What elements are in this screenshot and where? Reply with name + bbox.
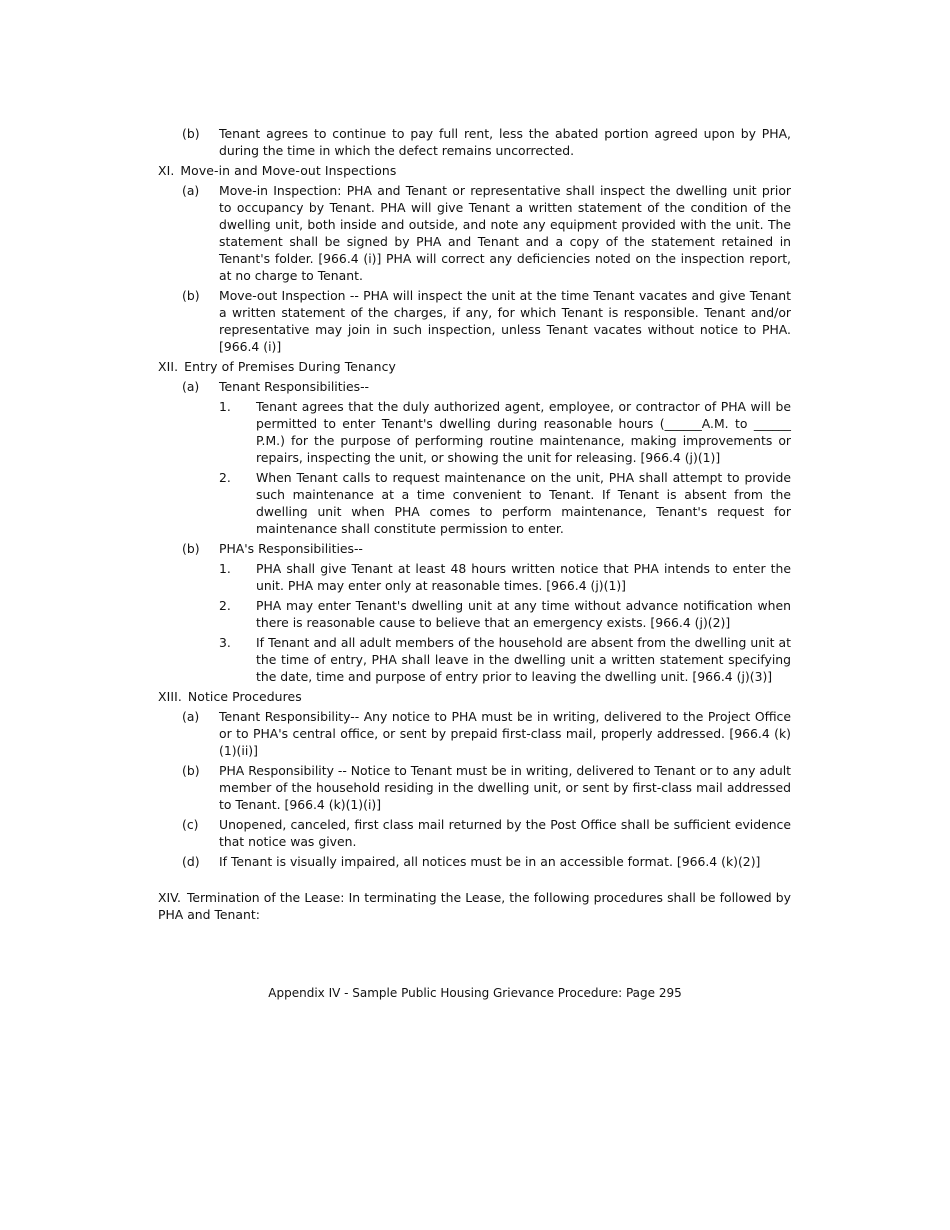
list-item-text: If Tenant and all adult members of the household are absent from the dwelling unit at the time of entry, PHA shall leave in the dwelling unit a written statement specifying the date, time and purpose of entry prior to leaving the dwelling unit. [966.4 (j)(3)]	[256, 635, 791, 684]
list-marker: (b)	[182, 288, 200, 303]
list-item-text: If Tenant is visually impaired, all notices must be in an accessible format. [966.4 (k)(2)]	[219, 854, 761, 869]
section-paragraph	[158, 889, 791, 923]
section-number: XI.	[158, 163, 175, 178]
section-number: XII.	[158, 359, 179, 374]
sub-list-item	[219, 597, 791, 631]
list-item	[182, 287, 791, 355]
list-item-text: Move-out Inspection -- PHA will inspect the unit at the time Tenant vacates and give Tenant a written statement of the charges, if any, for which Tenant is responsible. Tenant and/or representative may join in such inspection, unless Tenant vacates without notice to PHA. [966.4 (i)]	[219, 288, 791, 354]
list-item	[182, 125, 791, 159]
section-number: XIII.	[158, 689, 182, 704]
sub-list-item	[219, 398, 791, 466]
list-item-text: PHA shall give Tenant at least 48 hours written notice that PHA intends to enter the unit. PHA may enter only at reasonable times. [966.4 (j)(1)]	[256, 561, 791, 593]
list-marker: 3.	[219, 635, 231, 650]
list-marker: 1.	[219, 399, 231, 414]
list-item	[182, 540, 791, 557]
list-marker: (a)	[182, 379, 200, 394]
list-item	[182, 762, 791, 813]
list-marker: (b)	[182, 126, 200, 141]
list-item-text: Tenant agrees to continue to pay full rent, less the abated portion agreed upon by PHA, during the time in which the defect remains uncorrected.	[219, 126, 791, 158]
list-marker: 2.	[219, 598, 231, 613]
list-marker: 1.	[219, 561, 231, 576]
list-item-text: PHA may enter Tenant's dwelling unit at any time without advance notification when there is reasonable cause to believe that an emergency exists. [966.4 (j)(2)]	[256, 598, 791, 630]
list-item-text: Move-in Inspection: PHA and Tenant or representative shall inspect the dwelling unit prior to occupancy by Tenant. PHA will give Tenant a written statement of the condition of the dwelling unit, both inside and outside, and note any equipment provided with the unit. The statement shall be signed by PHA and Tenant and a copy of the statement retained in Tenant's folder. [966.4 (i)] PHA will correct any deficiencies noted on the inspection report, at no charge to Tenant.	[219, 183, 791, 283]
list-item-text: When Tenant calls to request maintenance on the unit, PHA shall attempt to provide such maintenance at a time convenient to Tenant. If Tenant is absent from the dwelling unit when PHA comes to perform maintenance, Tenant's request for maintenance shall constitute permission to enter.	[256, 470, 791, 536]
section-title: Notice Procedures	[187, 689, 302, 704]
list-item-text: Tenant Responsibilities--	[219, 379, 370, 394]
list-item	[182, 182, 791, 284]
sub-list-item	[219, 560, 791, 594]
list-item-text: Tenant agrees that the duly authorized agent, employee, or contractor of PHA will be permitted to enter Tenant's dwelling during reasonable hours (______A.M. to ______ P.M.) for the purpose of performing routine maintenance, making improvements or repairs, inspecting the unit, or showing the unit for releasing. [966.4 (j)(1)]	[256, 399, 791, 465]
section-heading	[158, 358, 791, 375]
list-marker: (a)	[182, 183, 200, 198]
section-number: XIV.	[158, 890, 181, 905]
list-marker: (b)	[182, 541, 200, 556]
list-item	[182, 853, 791, 870]
list-marker: (c)	[182, 817, 199, 832]
list-marker: (d)	[182, 854, 200, 869]
section-text: Termination of the Lease: In terminating the Lease, the following procedures shall be followed by PHA and Tenant:	[158, 890, 791, 922]
list-item-text: Unopened, canceled, first class mail returned by the Post Office shall be sufficient evidence that notice was given.	[219, 817, 791, 849]
list-item	[182, 378, 791, 395]
sub-list-item	[219, 634, 791, 685]
list-marker: (a)	[182, 709, 200, 724]
list-item-text: PHA's Responsibilities--	[219, 541, 363, 556]
list-item	[182, 816, 791, 850]
list-marker: (b)	[182, 763, 200, 778]
section-title: Move-in and Move-out Inspections	[180, 163, 397, 178]
list-item-text: Tenant Responsibility-- Any notice to PHA must be in writing, delivered to the Project Office or to PHA's central office, or sent by prepaid first-class mail, properly addressed. [966.4 (k)(1)(ii)]	[219, 709, 791, 758]
list-item-text: PHA Responsibility -- Notice to Tenant must be in writing, delivered to Tenant or to any adult member of the household residing in the dwelling unit, or sent by first-class mail addressed to Tenant. [966.4 (k)(1)(i)]	[219, 763, 791, 812]
page-footer: Appendix IV - Sample Public Housing Grievance Procedure: Page 295	[268, 986, 682, 1000]
section-title: Entry of Premises During Tenancy	[184, 359, 396, 374]
spacer	[158, 873, 791, 889]
section-heading	[158, 162, 791, 179]
sub-list-item	[219, 469, 791, 537]
list-marker: 2.	[219, 470, 231, 485]
section-heading	[158, 688, 791, 705]
list-item	[182, 708, 791, 759]
document-body	[158, 125, 791, 923]
